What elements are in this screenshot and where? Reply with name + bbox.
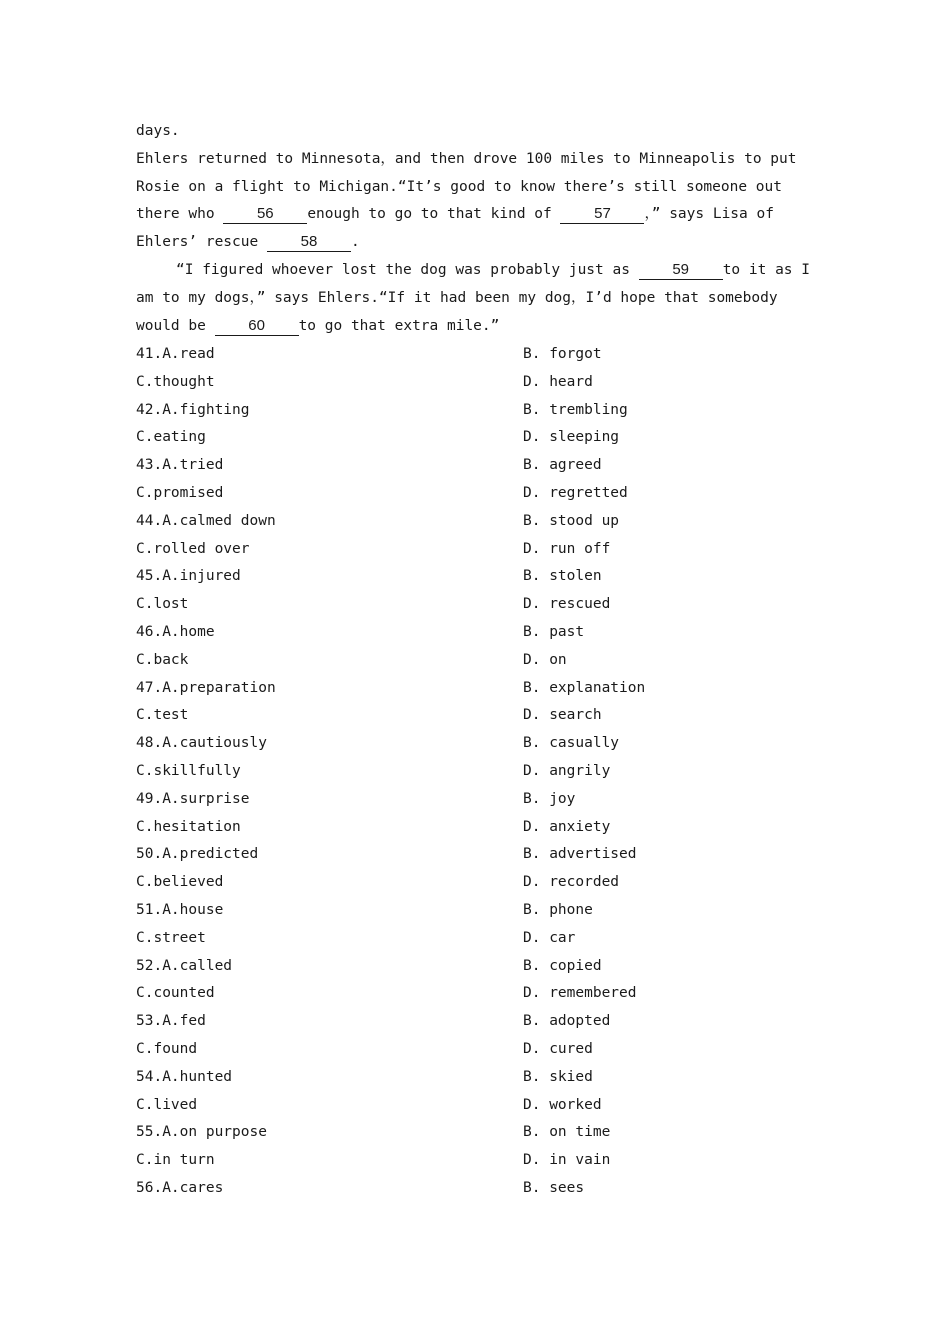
option-right: D. in vain <box>523 1152 611 1169</box>
option-row <box>136 341 836 369</box>
option-left: 47.A.preparation <box>136 679 276 696</box>
option-left: C.test <box>136 707 189 724</box>
option-right: B. stood up <box>523 512 620 529</box>
option-right: D. on <box>523 651 567 668</box>
option-row <box>136 619 836 647</box>
option-left: C.promised <box>136 484 224 501</box>
option-row <box>136 536 836 564</box>
blank-57: 57 <box>560 205 644 224</box>
blank-56: 56 <box>223 205 307 224</box>
option-left: C.skillfully <box>136 762 241 779</box>
option-row <box>136 869 836 897</box>
passage-line <box>136 201 816 229</box>
passage <box>136 118 816 340</box>
passage-text: Ehlers’ rescue <box>136 234 267 251</box>
option-row <box>136 925 836 953</box>
passage-line <box>136 313 816 341</box>
option-left: 41.A.read <box>136 346 215 362</box>
option-row <box>136 397 836 425</box>
option-right: D. angrily <box>523 762 611 779</box>
option-left: C.hesitation <box>136 818 241 835</box>
option-left: 49.A.surprise <box>136 790 250 807</box>
passage-line <box>136 257 816 285</box>
option-left: 43.A.tried <box>136 457 224 474</box>
option-right: B. joy <box>523 790 576 807</box>
option-left: C.lived <box>136 1096 198 1113</box>
option-row <box>136 1119 836 1147</box>
option-left: 54.A.hunted <box>136 1068 233 1085</box>
passage-line: am to my dogs，” says Ehlers.“If it had been my dog，I’d hope that somebody <box>136 289 778 306</box>
option-row <box>136 841 836 869</box>
option-right: B. casually <box>523 735 620 752</box>
option-row <box>136 1036 836 1064</box>
passage-line: Ehlers returned to Minnesota，and then drove 100 miles to Minneapolis to put <box>136 150 797 167</box>
option-left: C.back <box>136 651 189 668</box>
passage-line: Rosie on a flight to Michigan.“It’s good to know there’s still someone out <box>136 178 783 195</box>
option-left: C.street <box>136 929 206 946</box>
option-right: D. cured <box>523 1040 593 1057</box>
option-right: B. adopted <box>523 1013 611 1030</box>
blank-58: 58 <box>267 233 351 252</box>
option-left: 44.A.calmed down <box>136 512 276 529</box>
option-left: C.lost <box>136 596 189 613</box>
option-left: 52.A.called <box>136 957 233 974</box>
option-row <box>136 702 836 730</box>
option-row <box>136 675 836 703</box>
option-left: 53.A.fed <box>136 1013 206 1030</box>
option-row <box>136 591 836 619</box>
option-row <box>136 647 836 675</box>
option-row <box>136 1064 836 1092</box>
passage-text: enough to go to that kind of <box>307 206 561 223</box>
option-left: C.counted <box>136 985 215 1002</box>
blank-59: 59 <box>639 261 723 280</box>
option-row <box>136 369 836 397</box>
answer-options <box>136 341 836 1203</box>
option-right: D. car <box>523 929 576 946</box>
option-row <box>136 897 836 925</box>
option-right: D. heard <box>523 373 593 390</box>
option-right: B. phone <box>523 901 593 918</box>
option-left: 50.A.predicted <box>136 846 259 863</box>
option-left: C.thought <box>136 373 215 390</box>
option-left: 55.A.on purpose <box>136 1124 267 1141</box>
passage-text: . <box>350 234 360 251</box>
option-right: B. past <box>523 623 585 640</box>
option-row <box>136 1147 836 1175</box>
option-row <box>136 1175 836 1203</box>
option-row <box>136 786 836 814</box>
passage-text: to it as I <box>722 261 810 278</box>
option-left: 56.A.cares <box>136 1179 224 1196</box>
option-right: D. search <box>523 707 602 724</box>
option-row <box>136 480 836 508</box>
option-row <box>136 980 836 1008</box>
passage-text: ，” says Lisa of <box>644 206 774 223</box>
option-right: D. remembered <box>523 985 637 1002</box>
option-right: D. recorded <box>523 874 620 891</box>
passage-text: would be <box>136 317 215 334</box>
option-row <box>136 508 836 536</box>
option-right: B. explanation <box>523 679 646 696</box>
option-right: B. trembling <box>523 401 628 418</box>
option-left: 48.A.cautiously <box>136 735 267 752</box>
passage-text: “I figured whoever lost the dog was probably just as <box>176 261 639 278</box>
option-right: D. rescued <box>523 596 611 613</box>
option-right: B. stolen <box>523 568 602 585</box>
option-right: D. regretted <box>523 484 628 501</box>
passage-line <box>136 229 816 257</box>
option-right: B. copied <box>523 957 602 974</box>
option-row <box>136 953 836 981</box>
option-left: 42.A.fighting <box>136 401 250 418</box>
option-right: D. run off <box>523 540 611 557</box>
option-row <box>136 814 836 842</box>
option-left: 45.A.injured <box>136 568 241 585</box>
option-row <box>136 563 836 591</box>
option-right: B. sees <box>523 1179 585 1196</box>
option-row <box>136 452 836 480</box>
option-right: B. forgot <box>523 346 602 362</box>
passage-text: to go that extra mile.” <box>298 317 500 334</box>
option-left: 51.A.house <box>136 901 224 918</box>
option-left: C.rolled over <box>136 540 250 557</box>
option-left: 46.A.home <box>136 623 215 640</box>
option-right: D. sleeping <box>523 429 620 446</box>
option-row <box>136 424 836 452</box>
passage-line: days. <box>136 123 180 139</box>
option-left: C.believed <box>136 874 224 891</box>
passage-text: there who <box>136 206 224 223</box>
option-right: B. on time <box>523 1124 611 1141</box>
option-row <box>136 1092 836 1120</box>
option-right: D. worked <box>523 1096 602 1113</box>
option-left: C.in turn <box>136 1152 215 1169</box>
option-row <box>136 758 836 786</box>
option-right: B. skied <box>523 1068 593 1085</box>
blank-60: 60 <box>215 317 299 336</box>
option-row <box>136 1008 836 1036</box>
option-left: C.found <box>136 1040 198 1057</box>
option-left: C.eating <box>136 429 206 446</box>
option-right: B. advertised <box>523 846 637 863</box>
option-row <box>136 730 836 758</box>
option-right: B. agreed <box>523 457 602 474</box>
option-right: D. anxiety <box>523 818 611 835</box>
